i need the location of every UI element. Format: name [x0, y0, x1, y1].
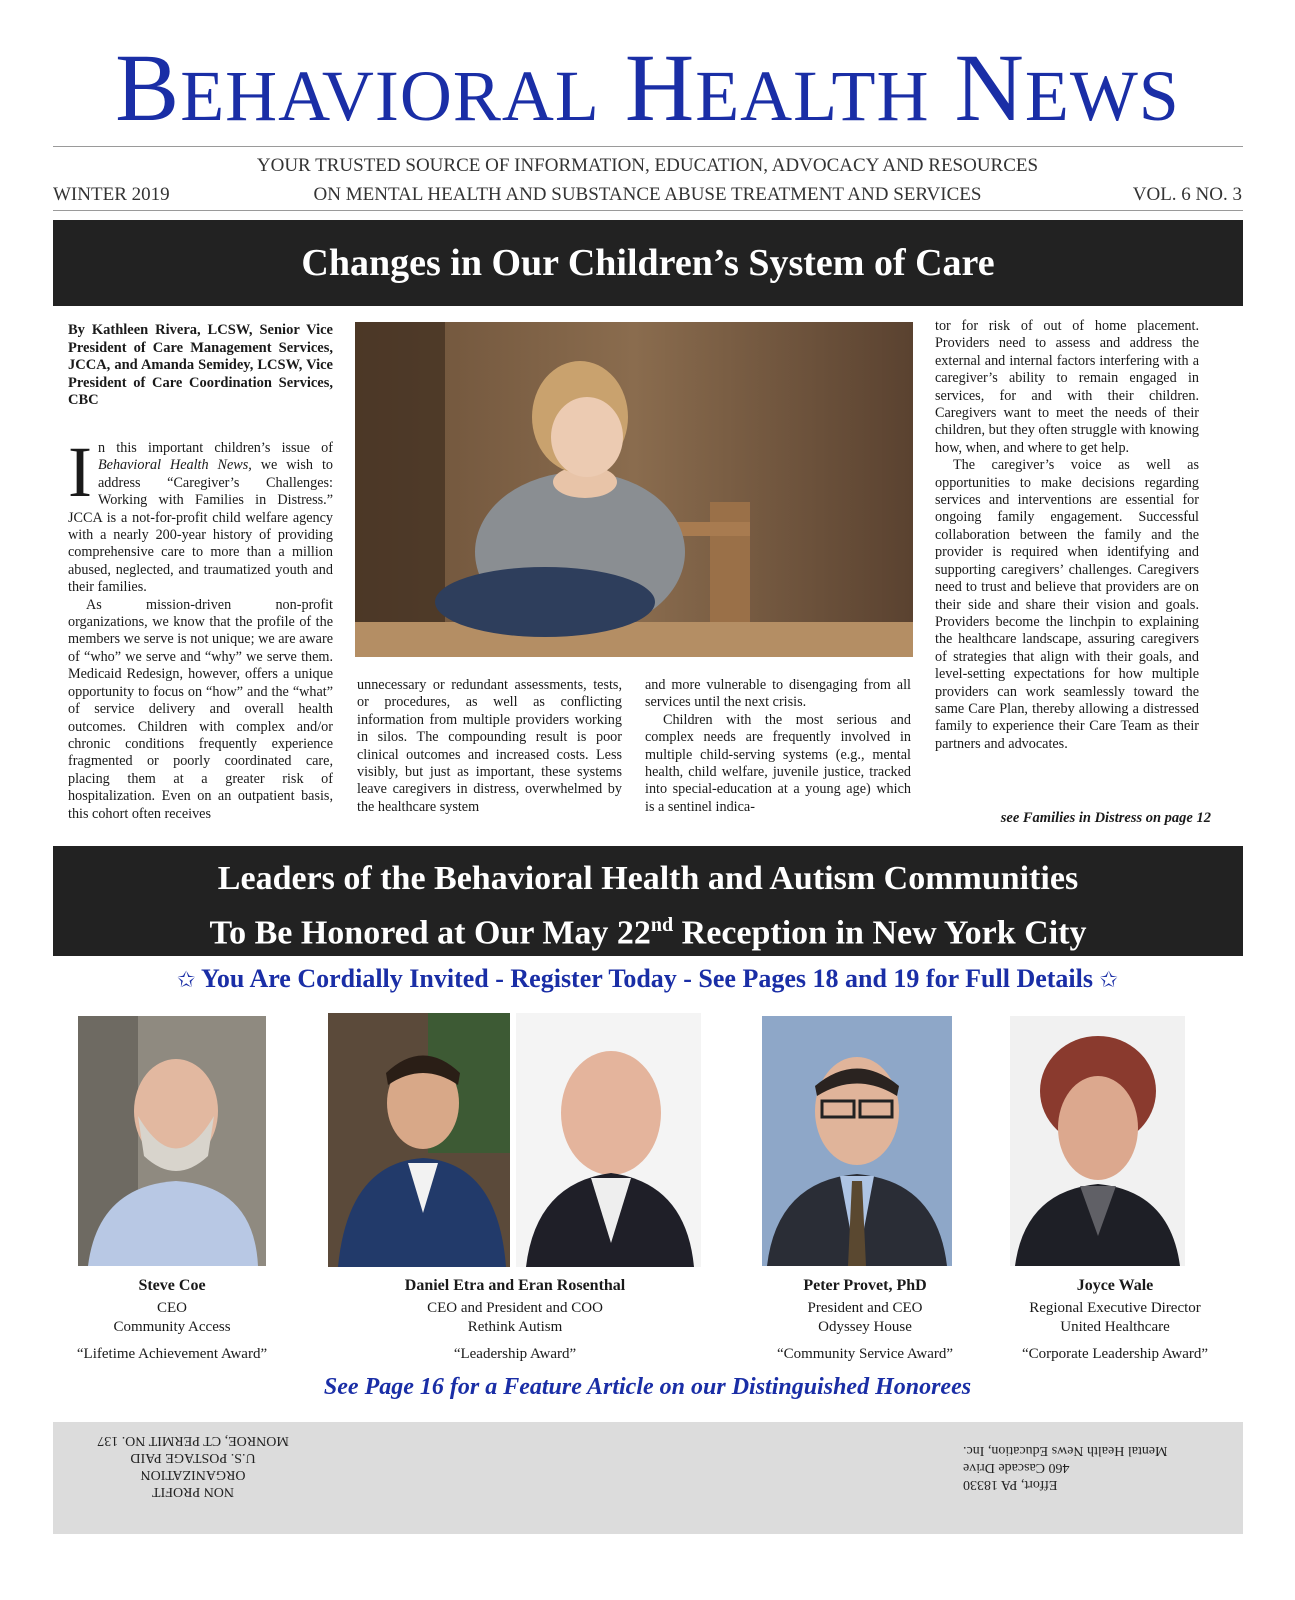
publication-name: Behavioral Health News,	[97, 457, 252, 474]
reception-line2-a: To Be Honored at Our May 22	[209, 914, 651, 952]
honoree-award: “Lifetime Achievement Award”	[76, 1346, 268, 1362]
masthead-word3-initial: N	[954, 34, 1025, 141]
honoree-name: Daniel Etra and Eran Rosenthal	[404, 1277, 626, 1294]
masthead-title	[0, 34, 1295, 141]
star-icon: ✩	[177, 967, 196, 992]
postage-line: MONROE, CT PERMIT NO. 137	[97, 1433, 289, 1448]
masthead-word2-initial: H	[624, 34, 696, 141]
article-column-1	[68, 432, 333, 823]
photo-joyce-wale	[1010, 1016, 1185, 1266]
tagline-line-1: YOUR TRUSTED SOURCE OF INFORMATION, EDUCATION, ADVOCACY AND RESOURCES	[256, 155, 1039, 176]
honoree-title: Regional Executive Director	[1029, 1300, 1201, 1316]
article-column-4	[935, 318, 1199, 753]
masthead-word3-rest: EWS	[1024, 56, 1180, 136]
honoree-award: “Corporate Leadership Award”	[1021, 1346, 1209, 1362]
honoree-name: Steve Coe	[138, 1277, 206, 1294]
return-address-line: Effort, PA 18330	[963, 1477, 1058, 1492]
photo-eran-rosenthal	[516, 1013, 701, 1267]
article-photo-child	[355, 322, 913, 657]
article-byline: By Kathleen Rivera, LCSW, Senior Vice President of Care Management Services, JCCA, and Amanda Semidey, LCSW, Vice President of Care Coordination Services, CBC	[68, 322, 333, 408]
col4-paragraph-2: The caregiver’s voice as well as opportunities to make decisions regarding services and interventions are essential for ongoing family engagement. Successful collaboration between the family and the provider is required when identifying and supporting caregivers’ challenges. Caregivers need to trust and believe that providers are on their side and share their vision and goals. Providers become the linchpin to explaining the healthcare landscape, assuring caregivers of strategies that align with their goals, and level-setting expectations for how multiple providers can work seamlessly toward the same Care Plan, thereby allowing a distressed family to experience their Care Team as their partners and advocates.	[935, 457, 1199, 752]
issue-date: WINTER 2019	[53, 184, 170, 205]
honoree-organization: Rethink Autism	[467, 1319, 563, 1335]
postage-line: NON PROFIT	[151, 1484, 235, 1499]
masthead-word2-rest: EALTH	[695, 56, 930, 136]
reception-headline-line-1: Leaders of the Behavioral Health and Autism Communities	[217, 860, 1079, 897]
return-address	[963, 1442, 1223, 1493]
col1-text-b: we wish to address “Caregiver’s Challenges: Working with Families in Distress.” JCCA is a not-for-profit child welfare agency with a nearly 200-year history of providing comprehensive care to more than a million abused, neglected, and traumatized youth and their families.	[68, 457, 333, 596]
honoree-name: Peter Provet, PhD	[803, 1277, 927, 1294]
drop-cap: I	[68, 432, 92, 512]
photo-peter-provet	[762, 1016, 952, 1266]
col4-paragraph-1: tor for risk of out of home placement. Providers need to assess and address the external and internal factors interfering with a caregiver’s ability to remain engaged in services, for and with their children. Caregivers want to meet the needs of their children, but they often struggle with knowing how, when, and where to get help.	[935, 318, 1199, 456]
masthead-word1-rest: EHAVIORAL	[180, 56, 600, 136]
honoree-name: Joyce Wale	[1076, 1277, 1154, 1294]
star-icon: ✩	[1099, 967, 1118, 992]
invitation-line[interactable]	[0, 965, 1295, 994]
col1-text-a: n this important children’s issue of	[97, 440, 333, 456]
invitation-text: You Are Cordially Invited - Register Today - See Pages 18 and 19 for Full Details	[201, 964, 1093, 993]
col2-paragraph: unnecessary or redundant assessments, tests, or procedures, as well as conflicting information from multiple providers working in silos. The compounding result is poor clinical outcomes and increased costs. Less visibly, but just as important, these systems leave caregivers in distress, overwhelmed by the healthcare system	[357, 677, 622, 815]
ordinal-suffix: nd	[650, 914, 674, 936]
honoree-organization: United Healthcare	[1060, 1319, 1170, 1335]
honoree-caption-joyce-wale	[1000, 1276, 1230, 1364]
honoree-title: CEO and President and COO	[427, 1300, 603, 1316]
reception-banner	[53, 846, 1243, 956]
col1-paragraph-2: As mission-driven non-profit organizations, we know that the profile of the members we serve is not unique; we are aware of “who” we serve and “why” we serve them. Medicaid Redesign, however, offers a unique opportunity to focus on “how” and the “what” of service delivery and overall health outcomes. Children with complex and/or chronic conditions frequently experience fragmented or poorly coordinated care, placing them at a greater risk of hospitalization. Even on an outpatient basis, this cohort often receives	[68, 596, 333, 822]
honoree-title: President and CEO	[807, 1300, 923, 1316]
honoree-title: CEO	[157, 1300, 187, 1316]
col3-paragraph-1: and more vulnerable to disengaging from all services until the next crisis.	[645, 677, 911, 711]
article-headline: Changes in Our Children’s System of Care	[53, 220, 1243, 306]
honoree-caption-etra-rosenthal	[390, 1276, 640, 1364]
masthead-rule-bottom	[53, 210, 1243, 211]
article-column-2	[357, 677, 622, 816]
postage-indicia	[63, 1432, 323, 1500]
photo-daniel-etra	[328, 1013, 510, 1267]
honoree-award: “Community Service Award”	[776, 1346, 954, 1362]
mailing-panel	[53, 1422, 1243, 1534]
masthead-rule-top	[53, 146, 1243, 147]
article-column-3	[645, 677, 911, 816]
postage-line: ORGANIZATION	[140, 1467, 246, 1482]
return-address-line: Mental Health News Education, Inc.	[963, 1443, 1168, 1458]
return-address-line: 460 Cascade Drive	[963, 1460, 1070, 1475]
honoree-award: “Leadership Award”	[453, 1346, 577, 1362]
reception-line2-b: Reception in New York City	[673, 914, 1087, 952]
honoree-caption-peter-provet	[755, 1276, 975, 1364]
postage-line: U.S. POSTAGE PAID	[130, 1450, 256, 1465]
honoree-organization: Odyssey House	[818, 1319, 912, 1335]
honoree-organization: Community Access	[113, 1319, 231, 1335]
continued-link[interactable]: see Families in Distress on page 12	[1000, 810, 1211, 826]
feature-article-link[interactable]: See Page 16 for a Feature Article on our Distinguished Honorees	[323, 1374, 972, 1400]
photo-steve-coe	[78, 1016, 266, 1266]
col3-paragraph-2: Children with the most serious and complex needs are frequently involved in multiple child-serving systems (e.g., mental health, child welfare, juvenile justice, tracked into special-education at a young age) which is a sentinel indica-	[645, 711, 911, 815]
tagline-line-2: ON MENTAL HEALTH AND SUBSTANCE ABUSE TREATMENT AND SERVICES	[313, 184, 982, 205]
masthead-word1-initial: B	[115, 34, 181, 141]
honoree-caption-steve-coe	[62, 1276, 282, 1364]
issue-volume: VOL. 6 NO. 3	[1132, 184, 1242, 205]
reception-headline-line-2	[53, 902, 1243, 956]
